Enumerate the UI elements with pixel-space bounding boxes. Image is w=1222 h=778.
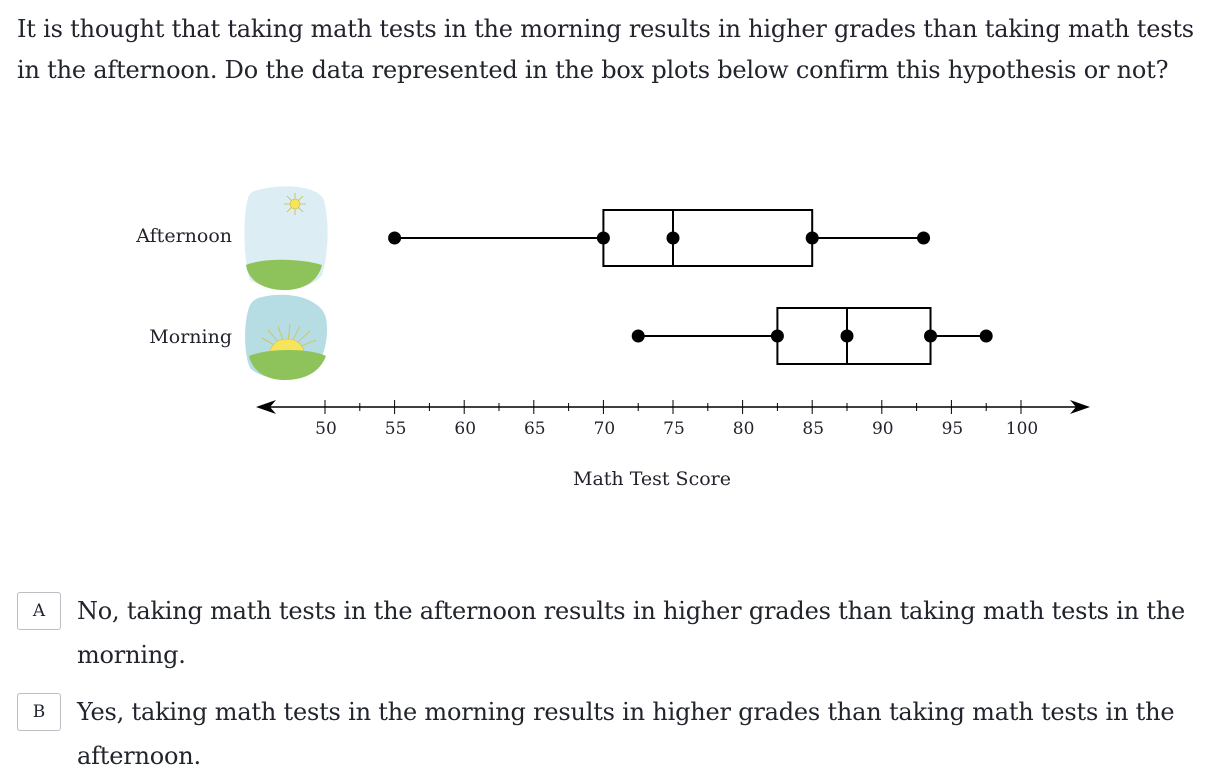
tick-label: 70 [593,419,616,439]
morning-q1-point [771,330,784,343]
tick-label: 60 [454,419,477,439]
tick-label: 100 [1005,419,1039,439]
afternoon-q3-point [806,232,819,245]
choice-a[interactable] [17,592,1207,677]
tick-label: 75 [663,419,685,439]
morning-q3-point [924,330,937,343]
morning-iqr-box [777,308,930,364]
tick-label: 50 [315,419,337,439]
afternoon-sun-icon [244,186,327,290]
afternoon-min-point [388,232,401,245]
tick-label: 85 [802,419,825,439]
x-axis-label: Math Test Score [573,468,731,490]
tick-label: 80 [732,419,755,439]
tick-label: 90 [871,419,894,439]
afternoon-label: Afternoon [136,225,232,247]
morning-box-plot [632,308,993,364]
afternoon-box-plot [388,210,930,266]
choice-a-text[interactable]: No, taking math tests in the afternoon results in higher grades than taking math tests in the morning. [77,597,1186,669]
morning-max-point [980,330,993,343]
choice-b[interactable] [17,693,1207,778]
afternoon-iqr-box [603,210,812,266]
morning-median-point [841,330,854,343]
choice-b-letter[interactable]: B [17,693,61,731]
afternoon-median-point [667,232,680,245]
morning-sunrise-icon [245,295,327,380]
afternoon-q1-point [597,232,610,245]
tick-label: 95 [941,419,964,439]
choice-a-letter[interactable]: A [17,592,61,630]
tick-label: 65 [523,419,546,439]
afternoon-max-point [917,232,930,245]
tick-label: 55 [384,419,407,439]
morning-label: Morning [149,326,232,348]
question-text: It is thought that taking math tests in the morning results in higher grades than taking math tests in the afternoon. Do the data represented in the box plots below confirm this hypothesis or not? [17,15,1194,84]
choice-b-text[interactable]: Yes, taking math tests in the morning results in higher grades than taking math tests in the afternoon. [77,698,1175,770]
morning-min-point [632,330,645,343]
